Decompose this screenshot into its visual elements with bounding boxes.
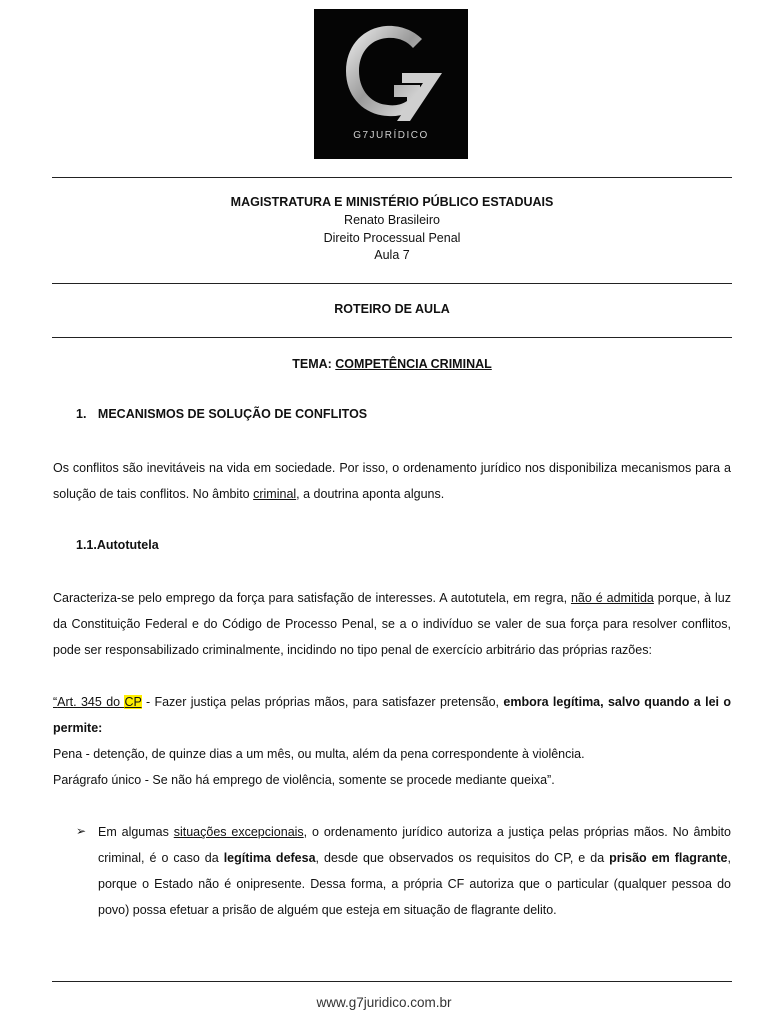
lesson-number: Aula 7	[374, 248, 410, 262]
section-title: MECANISMOS DE SOLUÇÃO DE CONFLITOS	[97, 407, 368, 421]
underlined-text: não é admitida	[570, 591, 654, 605]
bold-text: salvo quando a lei o permite:	[53, 695, 731, 735]
paragraph-conflitos	[53, 455, 731, 507]
divider	[52, 177, 732, 178]
quote-open: “	[53, 695, 58, 709]
tema-line	[52, 355, 732, 373]
text-run: , desde que observados os requisitos do CP, e da	[315, 851, 610, 865]
text-run: , a doutrina aponta alguns.	[296, 487, 445, 501]
tema-label: TEMA:	[292, 357, 336, 371]
footer-url: www.g7juridico.com.br	[316, 995, 452, 1010]
section-number: 1.1.	[76, 538, 97, 552]
bold-text: embora legítima	[503, 695, 601, 709]
subject-name: Direito Processual Penal	[323, 231, 461, 245]
text-run: , o ordenamento jurídico autoriza a justiça pelas próprias mãos. No âmbito criminal, é o caso da	[98, 825, 731, 865]
bold-text: ,	[600, 695, 608, 709]
paragraph-autotutela	[53, 585, 731, 663]
bold-text: prisão em flagrante	[609, 851, 728, 865]
text-run: porque, à luz da Constituição Federal e do Código de Processo Penal, se a o indivíduo se valer de sua força para resolver conflitos, pode ser responsabilizado criminalmente, incidindo no tipo penal de exercício arbitrário das próprias razões:	[53, 591, 731, 657]
underlined-text: situações excepcionais	[173, 825, 304, 839]
arrow-bullet-icon: ➢	[76, 824, 87, 838]
text-run: Em algumas	[98, 825, 174, 839]
section-1-1-heading	[76, 538, 159, 552]
text-run: , porque o Estado não é onipresente. Dessa forma, a própria CF autoriza que o particular (qualquer pessoa do povo) possa efetuar a prisão de alguém que esteja em situação de flagrante delito.	[98, 851, 731, 917]
article-reference	[53, 695, 142, 709]
bullet-paragraph	[98, 819, 731, 923]
roteiro-title: ROTEIRO DE AULA	[334, 302, 450, 316]
legal-quote	[53, 689, 731, 793]
tema-value: COMPETÊNCIA CRIMINAL	[335, 357, 492, 371]
quote-paragrafo: Parágrafo único - Se não há emprego de violência, somente se procede mediante queixa”.	[53, 773, 555, 787]
g7-logo	[314, 9, 468, 159]
bold-text: legítima defesa	[223, 851, 316, 865]
text-run: - Fazer justiça pelas próprias mãos, para satisfazer pretensão,	[141, 695, 504, 709]
section-title: Autotutela	[96, 538, 159, 552]
footer-divider	[52, 981, 732, 982]
divider	[52, 337, 732, 338]
section-1-heading	[76, 407, 367, 421]
divider	[52, 283, 732, 284]
professor-name: Renato Brasileiro	[344, 213, 440, 227]
logo-text: G7JURÍDICO	[353, 130, 429, 141]
quote-pena: Pena - detenção, de quinze dias a um mês, ou multa, além da pena correspondente à violência.	[53, 747, 585, 761]
text-run: Os conflitos são inevitáveis na vida em sociedade. Por isso, o ordenamento jurídico nos disponibiliza mecanismos para a solução de tais conflitos. No âmbito	[53, 461, 731, 501]
underlined-text: criminal	[253, 487, 297, 501]
text-run: Caracteriza-se pelo emprego da força para satisfação de interesses. A autotutela, em regra,	[53, 591, 571, 605]
article-label: Art. 345 do	[57, 695, 125, 709]
highlighted-cp: CP	[124, 695, 142, 709]
section-number: 1.	[76, 407, 87, 421]
course-title: MAGISTRATURA E MINISTÉRIO PÚBLICO ESTADUAIS	[230, 195, 554, 209]
